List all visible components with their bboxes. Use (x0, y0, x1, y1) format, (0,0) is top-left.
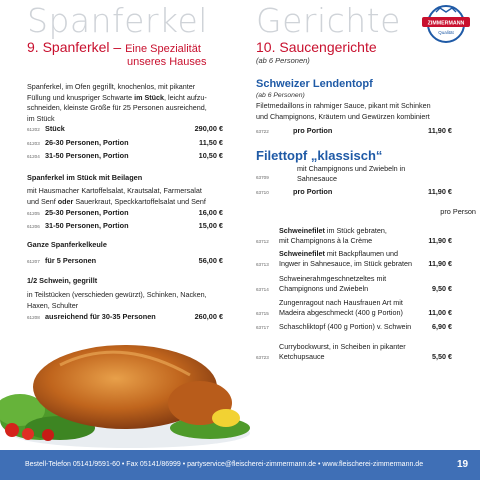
beilagen-line: mit Hausmacher Kartoffelsalat, Krautsalat, Farmersalat (27, 186, 202, 195)
item-desc: Ingwer in Sahnesauce, im Stück gebraten (279, 259, 413, 268)
spanferkel-photo (0, 325, 260, 450)
keule-heading: Ganze Spanferkelkeule (27, 240, 107, 249)
article-code: 63713 (256, 262, 269, 267)
article-code: 61204 (27, 154, 40, 159)
item-desc: im Stück gebraten, (324, 226, 387, 235)
price-row (27, 311, 223, 322)
item-name: 25-30 Personen, Portion (45, 208, 129, 217)
item-price: 11,90 € (428, 126, 452, 135)
price-row (256, 125, 452, 136)
article-code: 61207 (27, 259, 40, 264)
item-price: 16,00 € (198, 208, 223, 217)
section-tagline-2: unseres Hauses (127, 56, 207, 68)
menu-item (256, 274, 452, 296)
article-code: 61202 (27, 127, 40, 132)
item-desc: Currybockwurst, in Scheiben in pikanter (279, 342, 406, 351)
item-price: 56,00 € (198, 256, 223, 265)
desc-line: und Champignons, Kräutern und Gewürzen kombiniert (256, 111, 430, 121)
item-price: 11,90 € (428, 187, 452, 196)
lendentopf-desc (256, 101, 452, 122)
article-code: 63712 (256, 239, 269, 244)
beilagen-line: und Senf oder Sauerkraut, Speckkartoffelsalat und Senf (27, 196, 206, 206)
item-desc: mit Backpflaumen und (324, 249, 399, 258)
article-code: 63714 (256, 287, 269, 292)
menu-item (256, 298, 452, 320)
page-number: 19 (457, 459, 469, 470)
item-price: 11,00 € (428, 308, 452, 317)
article-code: 63710 (256, 190, 269, 195)
item-name: Stück (45, 124, 65, 133)
item-desc: Zungenragout nach Hausfrauen Art mit (279, 298, 403, 307)
menu-item (256, 226, 452, 248)
menu-item (256, 249, 452, 271)
beilagen-heading: Spanferkel im Stück mit Beilagen (27, 173, 143, 182)
section-title-saucengerichte: 10. Saucengerichte (256, 39, 377, 55)
desc-line: in Teilstücken (verschieden gewürzt), Schinken, Nacken, (27, 290, 207, 299)
item-price: 11,90 € (428, 236, 452, 245)
article-code: 63709 (256, 175, 269, 180)
lemon-garnish (212, 409, 240, 427)
article-code: 61208 (27, 315, 40, 320)
item-name: 31-50 Personen, Portion (45, 221, 129, 230)
section-subtitle: (ab 6 Personen) (256, 56, 310, 65)
lendentopf-sub: (ab 6 Personen) (256, 92, 305, 99)
article-code: 63717 (256, 325, 269, 330)
item-name: Schweinefilet (279, 226, 325, 235)
beilagen-desc (27, 186, 223, 207)
item-name: pro Portion (293, 126, 333, 135)
intro-line: Füllung und knuspriger Schwarte im Stück, leicht aufzu- (27, 92, 207, 102)
item-price: 11,90 € (428, 259, 452, 268)
section-title-spanferkel (27, 40, 201, 57)
item-desc: Ketchupsauce (279, 352, 325, 361)
filettopf-heading: Filettopf „klassisch“ (256, 148, 383, 163)
item-desc: mit Champignons à la Crème (279, 236, 373, 245)
gerichte-column (256, 0, 476, 450)
price-row (27, 123, 223, 134)
spanferkel-intro (27, 82, 223, 124)
desc-line: Haxen, Schulter (27, 300, 79, 310)
article-code: 63723 (256, 355, 269, 360)
menu-item (256, 342, 452, 364)
section-title-main: 9. Spanferkel – (27, 39, 122, 55)
item-price: 5,50 € (432, 352, 452, 361)
pro-person-label: pro Person (440, 207, 476, 216)
halbes-schwein-heading: 1/2 Schwein, gegrillt (27, 276, 98, 285)
footer-bar (0, 450, 480, 480)
spanferkel-big-title: Spanferkel (27, 1, 208, 40)
item-price: 15,00 € (198, 221, 223, 230)
filettopf-row (256, 164, 452, 185)
section-tagline-1: Eine Spezialität (125, 43, 201, 55)
article-code: 63715 (256, 311, 269, 316)
intro-line: Spanferkel, im Ofen gegrillt, knochenlos, mit pikanter (27, 82, 196, 91)
price-row (256, 186, 452, 197)
desc-line: Sahnesauce (297, 174, 337, 183)
price-row (27, 150, 223, 161)
desc-line: Filetmedaillons in rahmiger Sauce, pikant mit Schinken (256, 101, 431, 110)
zimmermann-quality-badge (422, 4, 470, 44)
article-code: 61205 (27, 211, 40, 216)
article-code: 61206 (27, 224, 40, 229)
intro-line: im Stück (27, 113, 55, 123)
item-price: 260,00 € (194, 312, 223, 321)
item-desc: Madeira abgeschmeckt (400 g Portion) (279, 308, 403, 317)
badge-sub: Qualität (438, 30, 454, 35)
item-desc: Champignons und Zwiebeln (279, 284, 369, 293)
item-price: 10,50 € (198, 151, 223, 160)
gerichte-big-title: Gerichte (256, 1, 401, 40)
badge-brand: ZIMMERMANN (427, 20, 465, 27)
article-code: 63722 (256, 129, 269, 134)
item-name: pro Portion (293, 187, 333, 196)
menu-item (256, 322, 452, 334)
desc-line: mit Champignons und Zwiebeln in (297, 164, 406, 173)
item-desc: Schaschliktopf (400 g Portion) v. Schwein (279, 322, 412, 331)
intro-line: schneiden, kleinste Größe für 25 Personen ausreichend, (27, 103, 207, 112)
item-name: Schweinefilet (279, 249, 325, 258)
item-price: 290,00 € (194, 124, 223, 133)
price-row (27, 137, 223, 148)
item-price: 6,90 € (432, 322, 452, 331)
price-row (27, 255, 223, 266)
item-price: 11,50 € (199, 138, 223, 147)
item-name: für 5 Personen (45, 256, 97, 265)
price-row (27, 207, 223, 218)
halbes-schwein-desc (27, 290, 223, 311)
lendentopf-heading: Schweizer Lendentopf (256, 78, 373, 90)
price-row (27, 220, 223, 231)
item-desc: Schweinerahmgeschnetzeltes mit (279, 274, 387, 283)
item-name: 26-30 Personen, Portion (45, 138, 129, 147)
item-name: ausreichend für 30-35 Personen (45, 312, 156, 321)
article-code: 61203 (27, 141, 40, 146)
item-price: 9,50 € (432, 284, 452, 293)
item-name: 31-50 Personen, Portion (45, 151, 129, 160)
contact-line: Bestell-Telefon 05141/9591-60 • Fax 05141/86999 • partyservice@fleischerei-zimmermann.de • www.fleischerei-zimmermann.de (25, 461, 424, 468)
